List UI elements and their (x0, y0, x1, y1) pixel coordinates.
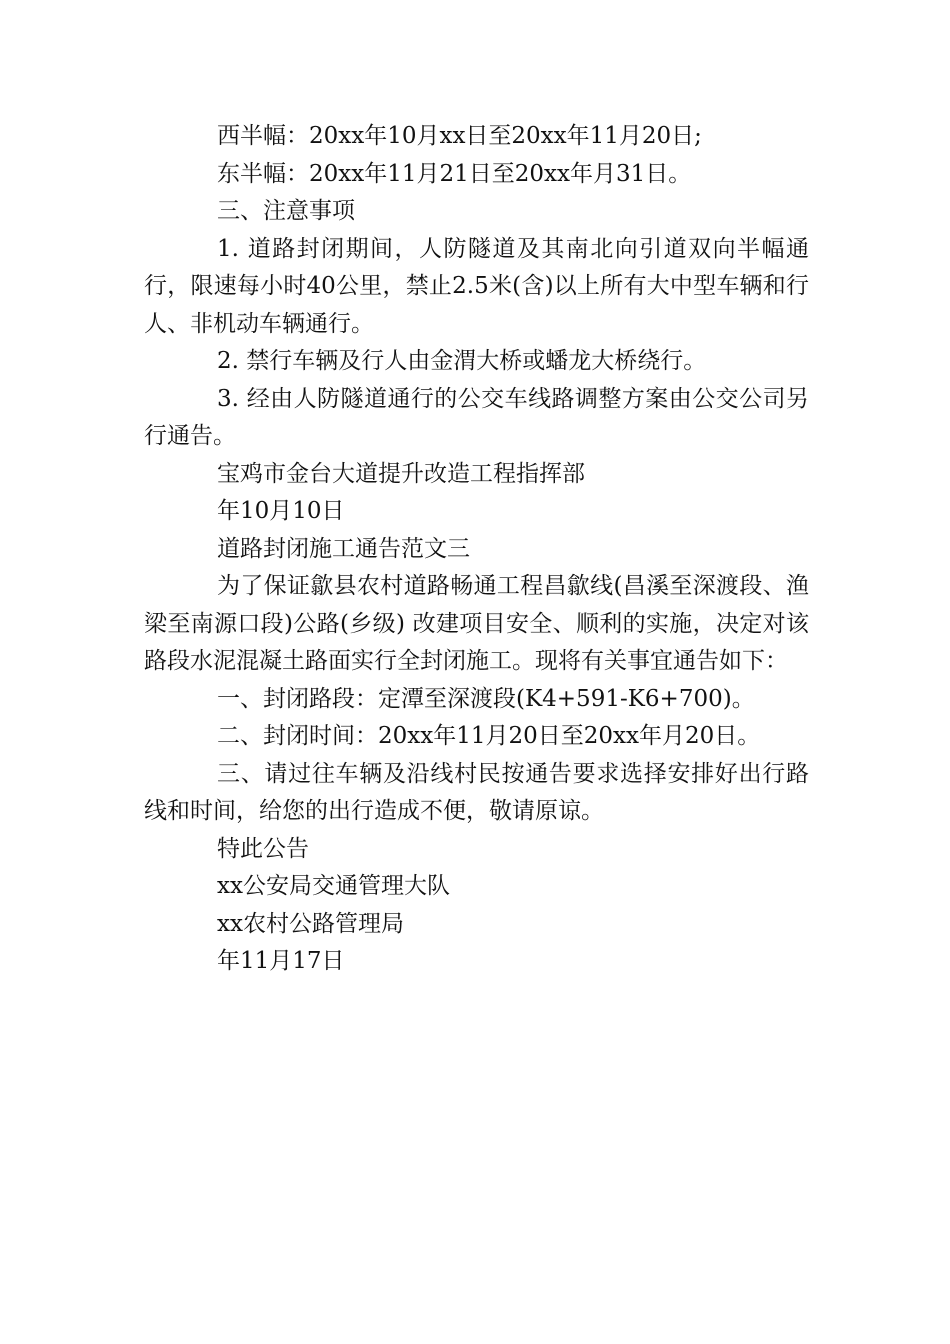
section-heading-notes: 三、注意事项 (217, 198, 355, 224)
signature-date-2: 年11月17日 (217, 948, 345, 974)
closing-notice: 特此公告 (217, 835, 309, 862)
document-body (144, 118, 809, 981)
paragraph-west-half-period: 西半幅：20xx年10月xx日至20xx年11月20日; (217, 123, 702, 149)
signature-issuer-2: xx公安局交通管理大队 (217, 873, 450, 899)
paragraph-closed-section: 一、封闭路段：定潭至深渡段(K4+591-K6+700)。 (217, 685, 755, 712)
paragraph-closed-time: 二、封闭时间：20xx年11月20日至20xx年月20日。 (217, 723, 761, 749)
signature-issuer-1: 宝鸡市金台大道提升改造工程指挥部 (217, 460, 585, 487)
paragraph-note-2: 2. 禁行车辆及行人由金渭大桥或蟠龙大桥绕行。 (217, 348, 707, 374)
signature-date-1: 年10月10日 (217, 498, 345, 524)
paragraph-intro: 为了保证歙县农村道路畅通工程昌歙线(昌溪至深渡段、渔梁至南源口段)公路(乡级) 改建项目安全、顺利的实施，决定对该路段水泥混凝土路面实行全封闭施工。现将有关事宜通告如下： (144, 573, 809, 674)
signature-issuer-3: xx农村公路管理局 (217, 910, 404, 937)
paragraph-east-half-period: 东半幅：20xx年11月21日至20xx年月31日。 (217, 160, 692, 187)
paragraph-note-1: 1. 道路封闭期间，人防隧道及其南北向引道双向半幅通行，限速每小时40公里，禁止2.5米(含)以上所有大中型车辆和行人、非机动车辆通行。 (144, 235, 809, 337)
paragraph-note-3: 3. 经由人防隧道通行的公交车线路调整方案由公交公司另行通告。 (144, 385, 809, 449)
paragraph-travel-advice: 三、请过往车辆及沿线村民按通告要求选择安排好出行路线和时间，给您的出行造成不便，敬请原谅。 (144, 760, 809, 824)
section-title-sample-3: 道路封闭施工通告范文三 (217, 535, 470, 562)
